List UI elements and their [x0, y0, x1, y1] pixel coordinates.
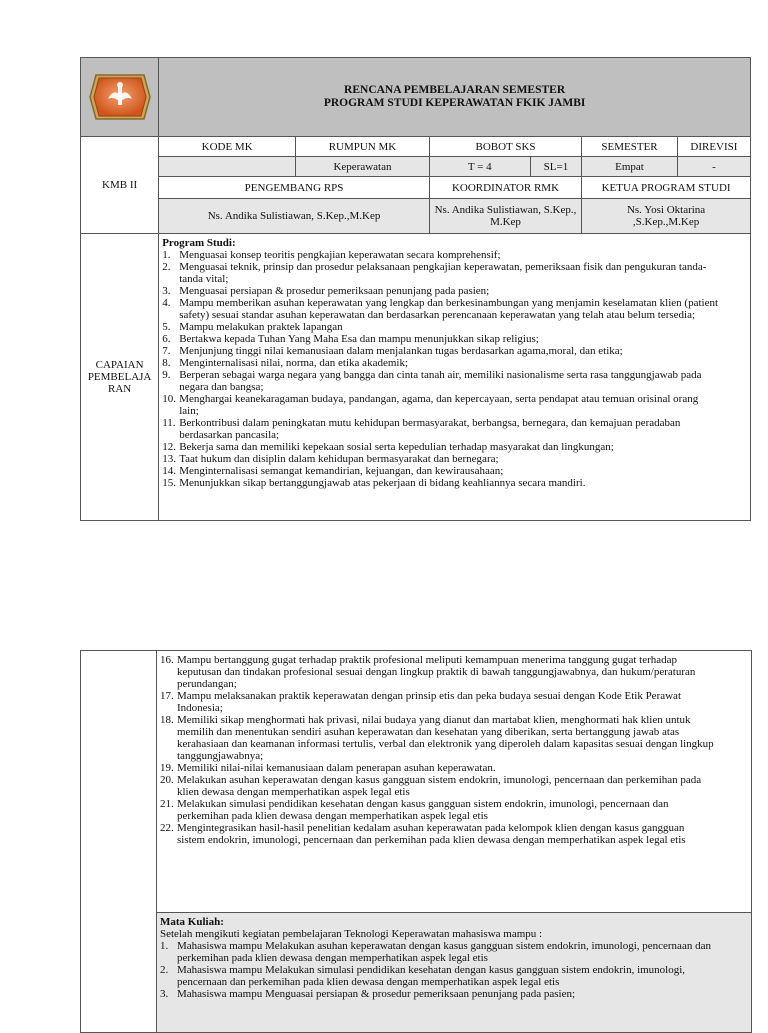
- list-item-text: negara dan bangsa;: [179, 381, 264, 393]
- list-item-text: Mengintegrasikan hasil-hasil penelitian kedalam asuhan keperawatan pada kelompok klien dengan kasus gangguan: [177, 822, 685, 834]
- list-item-text: Mampu melakukan praktek lapangan: [179, 321, 343, 333]
- list-item: [162, 417, 747, 441]
- list-item-text: tanda vital;: [179, 273, 229, 285]
- list-item-number: 4.: [162, 297, 171, 309]
- list-item-text: Mahasiswa mampu Melakukan simulasi pendidikan kesehatan dengan kasus gangguan sistem endokrin, imunologi,: [177, 964, 686, 976]
- list-item-text: berdasarkan pancasila;: [179, 429, 280, 441]
- list-item-text: klien dewasa dengan memperhatikan aspek legal etis: [177, 786, 410, 798]
- list-item: [162, 345, 747, 357]
- list-item-number: 3.: [160, 988, 169, 1000]
- value-kode-mk: [159, 157, 296, 177]
- list-item: [160, 714, 748, 762]
- value-ketua: [582, 199, 751, 234]
- list-item-number: 6.: [162, 333, 171, 345]
- mk-content: [157, 913, 752, 1033]
- list-item-text: keputusan dan tindakan profesional sesuai dengan lingkup praktik di bawah tanggungjawabnya, dan hukum/peraturan: [177, 666, 696, 678]
- list-item: [162, 285, 747, 297]
- list-item-number: 10.: [162, 393, 176, 405]
- list-item: [160, 964, 748, 988]
- list-item-number: 14.: [162, 465, 176, 477]
- cpl-label-line-2: PEMBELAJA: [87, 371, 152, 383]
- ketua-line-1: Ns. Yosi Oktarina: [626, 204, 706, 216]
- list-item-text: Menginternalisasi nilai, norma, dan etika akademik;: [179, 357, 408, 369]
- list-item-text: Menunjukkan sikap bertanggungjawab atas pekerjaan di bidang keahliannya secara mandiri.: [179, 477, 586, 489]
- value-direvisi: -: [677, 157, 750, 177]
- cpl-label-line-3: RAN: [107, 383, 132, 395]
- logo-cell: [81, 58, 159, 137]
- list-item-number: 16.: [160, 654, 174, 666]
- cpl-list-continued: [160, 654, 748, 846]
- list-item-number: 12.: [162, 441, 176, 453]
- label-kode-mk: KODE MK: [159, 137, 296, 157]
- list-item: [162, 453, 747, 465]
- title-line-2: PROGRAM STUDI KEPERAWATAN FKIK JAMBI: [323, 97, 586, 109]
- cpl-continued-content: [157, 651, 752, 913]
- list-item: [160, 690, 748, 714]
- list-item-number: 13.: [162, 453, 176, 465]
- list-item-number: 5.: [162, 321, 171, 333]
- mk-heading: Mata Kuliah:: [160, 916, 224, 928]
- label-direvisi: DIREVISI: [677, 137, 750, 157]
- list-item-text: tanggungjawabnya;: [177, 750, 264, 762]
- list-item: [162, 333, 747, 345]
- cpl-label-line-1: CAPAIAN: [95, 359, 144, 371]
- cpl-list: [162, 249, 747, 489]
- label-semester: SEMESTER: [582, 137, 678, 157]
- label-ketua: KETUA PROGRAM STUDI: [582, 177, 751, 199]
- list-item-text: Menguasai konsep teoritis pengkajian keperawatan secara komprehensif;: [179, 249, 501, 261]
- label-bobot-sks: BOBOT SKS: [429, 137, 581, 157]
- list-item-text: Menghargai keanekaragaman budaya, pandangan, agama, dan kepercayaan, serta pendapat atau temuan orisinal orang: [179, 393, 699, 405]
- rps-header-table: [80, 57, 751, 521]
- list-item: [160, 762, 748, 774]
- koordinator-line-1: Ns. Andika Sulistiawan, S.Kep.,: [434, 204, 577, 216]
- list-item-text: perkemihan pada klien dewasa dengan memperhatikan aspek legal etis: [177, 810, 488, 822]
- label-koordinator: KOORDINATOR RMK: [429, 177, 581, 199]
- list-item: [160, 798, 748, 822]
- list-item-text: Berkontribusi dalam peningkatan mutu kehidupan bermasyarakat, berbangsa, bernegara, dan kemajuan peradaban: [179, 417, 681, 429]
- list-item-text: Memiliki nilai-nilai kemanusiaan dalam penerapan asuhan keperawatan.: [177, 762, 496, 774]
- list-item: [162, 261, 747, 285]
- title-line-1: RENCANA PEMBELAJARAN SEMESTER: [344, 84, 566, 96]
- list-item-text: Bekerja sama dan memiliki kepekaan sosial serta kepedulian terhadap masyarakat dan lingkungan;: [179, 441, 614, 453]
- list-item-number: 1.: [160, 940, 169, 952]
- list-item-text: Melakukan simulasi pendidikan kesehatan dengan kasus gangguan sistem endokrin, imunologi, pencernaan dan: [177, 798, 669, 810]
- list-item-number: 18.: [160, 714, 174, 726]
- list-item-text: Mampu melaksanakan praktik keperawatan dengan prinsip etis dan peka budaya sesuai dengan Kode Etik Perawat: [177, 690, 681, 702]
- list-item-number: 19.: [160, 762, 174, 774]
- list-item-text: safety) sesuai standar asuhan keperawatan dan berdasarkan perencanaan keperawatan yang telah atau belum tersedia;: [179, 309, 696, 321]
- list-item-text: Menguasai teknik, prinsip dan prosedur pelaksanaan pengkajian keperawatan, pemeriksaan fisik dan pengukuran tanda-: [179, 261, 707, 273]
- list-item: [162, 357, 747, 369]
- value-rumpun-mk: Keperawatan: [296, 157, 430, 177]
- mk-list: [160, 940, 748, 1000]
- value-koordinator: [429, 199, 581, 234]
- list-item-text: Indonesia;: [177, 702, 223, 714]
- koordinator-line-2: M.Kep: [490, 216, 521, 228]
- value-pengembang: Ns. Andika Sulistiawan, S.Kep.,M.Kep: [159, 199, 430, 234]
- list-item: [160, 822, 748, 846]
- list-item-text: Berperan sebagai warga negara yang bangga dan cinta tanah air, memiliki nasionalisme serta rasa tanggungjawab pada: [179, 369, 702, 381]
- list-item-text: Mampu bertanggung gugat terhadap praktik profesional meliputi kemampuan menerima tanggung gugat terhadap: [177, 654, 678, 666]
- list-item-text: Memiliki sikap menghormati hak privasi, nilai budaya yang dianut dan martabat klien, menghormati hak klien untuk: [177, 714, 691, 726]
- cpl-label: [81, 234, 159, 521]
- list-item: [160, 774, 748, 798]
- list-item: [162, 369, 747, 393]
- prodi-heading: Program Studi:: [162, 237, 236, 249]
- list-item-text: kerahasiaan dan keamanan informasi tertulis, verbal dan elektronik yang diperoleh dalam kapasitas sesuai dengan lingkup: [177, 738, 714, 750]
- list-item-number: 2.: [160, 964, 169, 976]
- list-item: [162, 321, 747, 333]
- list-item-text: Taat hukum dan disiplin dalam kehidupan bermasyarakat dan bernegara;: [179, 453, 499, 465]
- list-item-text: Melakukan asuhan keperawatan dengan kasus gangguan sistem endokrin, imunologi, pencernaan dan perkemihan pada: [177, 774, 702, 786]
- university-logo-icon: [88, 69, 152, 125]
- value-bobot-t: T = 4: [429, 157, 530, 177]
- list-item-number: 2.: [162, 261, 171, 273]
- list-item: [160, 654, 748, 690]
- mk-intro: Setelah mengikuti kegiatan pembelajaran Teknologi Keperawatan mahasiswa mampu :: [160, 928, 543, 940]
- list-item-number: 1.: [162, 249, 171, 261]
- list-item: [162, 465, 747, 477]
- list-item-number: 15.: [162, 477, 176, 489]
- value-semester: Empat: [582, 157, 678, 177]
- list-item-text: lain;: [179, 405, 199, 417]
- list-item-number: 20.: [160, 774, 174, 786]
- list-item-text: Menjunjung tinggi nilai kemanusiaan dalam menjalankan tugas berdasarkan agama,moral, dan etika;: [179, 345, 623, 357]
- page-title: [159, 58, 751, 137]
- cpl-label-continued: [81, 651, 157, 1033]
- list-item-number: 9.: [162, 369, 171, 381]
- list-item-text: perundangan;: [177, 678, 237, 690]
- list-item-number: 3.: [162, 285, 171, 297]
- list-item-number: 22.: [160, 822, 174, 834]
- ketua-line-2: ,S.Kep.,M.Kep: [632, 216, 700, 228]
- list-item: [160, 988, 748, 1000]
- list-item-number: 7.: [162, 345, 171, 357]
- list-item-number: 17.: [160, 690, 174, 702]
- list-item: [162, 249, 747, 261]
- list-item-text: perkemihan pada klien dewasa dengan memperhatikan aspek legal etis: [177, 952, 488, 964]
- list-item: [162, 393, 747, 417]
- list-item: [162, 441, 747, 453]
- cpl-prodi-content: [159, 234, 751, 521]
- list-item-text: sistem endokrin, imunologi, pencernaan dan perkemihan pada klien dewasa dengan memperhatikan aspek legal etis: [177, 834, 686, 846]
- list-item-text: pencernaan dan perkemihan pada klien dewasa dengan memperhatikan aspek legal etis: [177, 976, 560, 988]
- list-item-number: 21.: [160, 798, 174, 810]
- list-item-text: Menginternalisasi semangat kemandirian, kejuangan, dan kewirausahaan;: [179, 465, 504, 477]
- list-item: [160, 940, 748, 964]
- kmb-cell: KMB II: [81, 137, 159, 234]
- list-item: [162, 297, 747, 321]
- list-item-number: 11.: [162, 417, 176, 429]
- list-item-number: 8.: [162, 357, 171, 369]
- list-item-text: Mampu memberikan asuhan keperawatan yang lengkap dan berkesinambungan yang menjamin keselamatan klien (patient: [179, 297, 719, 309]
- value-bobot-sl: SL=1: [530, 157, 581, 177]
- label-rumpun-mk: RUMPUN MK: [296, 137, 430, 157]
- list-item-text: Bertakwa kepada Tuhan Yang Maha Esa dan mampu menunjukkan sikap religius;: [179, 333, 539, 345]
- list-item: [162, 477, 747, 489]
- list-item-text: Menguasai persiapan & prosedur pemeriksaan penunjang pada pasien;: [179, 285, 490, 297]
- list-item-text: memilih dan menentukan sendiri asuhan keperawatan dan kesehatan yang diberikan, serta bertanggung jawab atas: [177, 726, 680, 738]
- list-item-text: Mahasiswa mampu Melakukan asuhan keperawatan dengan kasus gangguan sistem endokrin, imunologi, pencernaan dan: [177, 940, 711, 952]
- list-item-text: Mahasiswa mampu Menguasai persiapan & prosedur pemeriksaan penunjang pada pasien;: [177, 988, 576, 1000]
- label-pengembang: PENGEMBANG RPS: [159, 177, 430, 199]
- rps-continued-table: [80, 650, 752, 1033]
